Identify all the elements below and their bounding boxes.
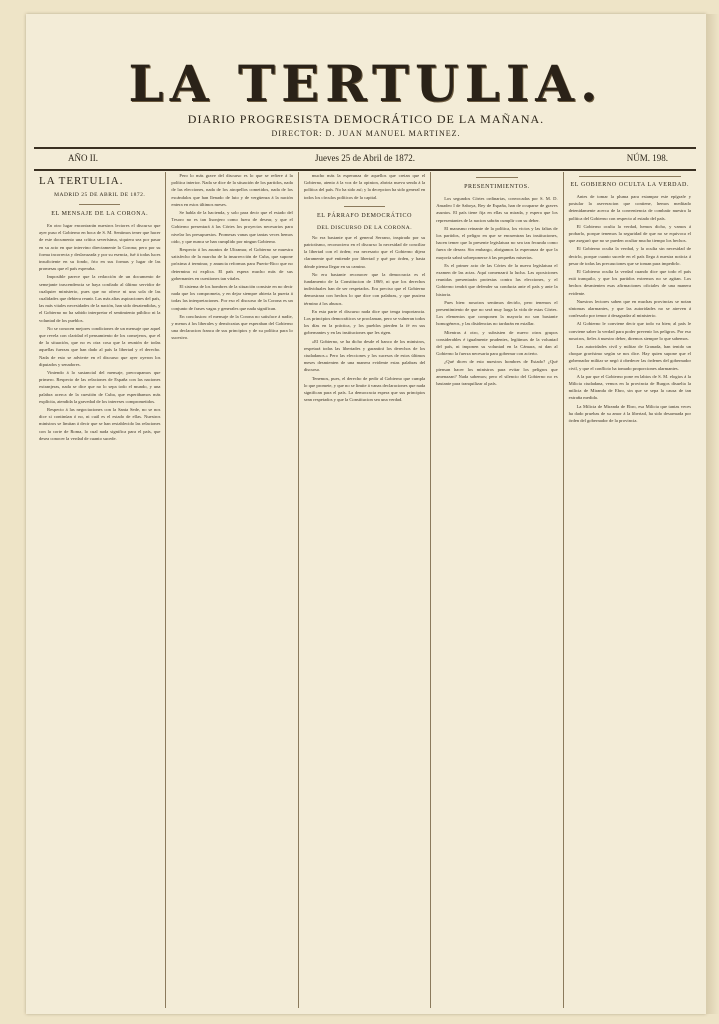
- paragraph: mucho más la esperanza de aquellos que creian que el Gobierno, atento á la voz de la opinion, abriria nueva senda á la política del país. No ha sido así; y la decepcion ha sido general en todos los círculos políticos de la capital.: [303, 173, 426, 200]
- paragraph: A la par que el Gobierno pone en labios de S. M. elogios á la Milicia ciudadana, vemos en la provincia de Burgos disuelta la milicia de Miranda de Ebro, sin que se sepa la causa de tan extraña medida.: [568, 373, 691, 401]
- divider: [79, 204, 120, 205]
- article-columns: [34, 172, 696, 1008]
- paragraph: Viniendo á lo sustancial del mensaje, preocupamos que primero. Respecto de las relaciones de España con las naciones extranjeras, nada se dice que no lo sepa todo el mundo, y una palabra acerca de la cuestión de Cuba, que esperábamos más explícita, atendida la gravedad de los intereses comprometidos.: [39, 370, 161, 404]
- paragraph: Mientras á otro, y subsisten de nuevo otros grupos considerables é igualmente prudentes, legítimos de la voluntad del país, ni imponen su voluntad en la Cámara, ni dan al Gobierno la fuerza necesaria para gobernar con acierto.: [436, 329, 558, 357]
- paragraph: No era bastante reconocer que la democracia es el fundamento de la Constitucion de 1869, ni que los derechos individuales han de ser respetados. Era preciso que el Gobierno demostrara con hechos lo que dice con palabras, y que pusiera término á los abusos.: [303, 271, 426, 306]
- newspaper-title: LA TERTULIA.: [128, 54, 604, 113]
- paragraph: «El Gobierno, se ha dicho desde el banco de los ministros, respetará todas las libertades y garantirá los derechos de los ciudadanos.» Pero las elecciones y los sucesos de estos últimos meses desmienten de una manera evidente estas palabras del discurso.: [303, 338, 426, 373]
- paragraph: Pues bien: nosotros sentimos decirlo, pero tenemos el presentimiento de que no será muy larga la vida de estas Córtes. Los elementos que componen la mayoría no son bastante homogéneos, y las disidencias no tardarán en estallar.: [436, 299, 558, 327]
- madrid-dateline: MADRID 25 DE ABRIL DE 1872.: [54, 192, 146, 198]
- dateline-bar: [34, 147, 696, 171]
- paragraph: Las autoridades civil y militar de Granada, han tenido un choque gravísimo según se nos dice. Hay quien supone que el gobernador militar se negó á obedecer las órdenes del gobernador civil, y que el conflicto ha tomado proporciones alarmantes.: [568, 344, 691, 371]
- issue-date: Jueves 25 de Abril de 1872.: [315, 153, 415, 163]
- paragraph: Los segundos Córtes ordinarias, convocadas por S. M. D. Amadeo I de Saboya, Rey de España, han de ocuparse de graves asuntos. El país tiene fija en ellas su mirada, y espera que los representantes de la nacion sabrán cumplir con su deber.: [436, 196, 558, 223]
- newspaper-page: [26, 14, 706, 1014]
- paragraph: El Gobierno oculta la verdad, hemos dicho, y vamos á probarlo, porque tenemos la seguridad de que no se equivoca el que aseguró que no se pueden ocultar mucho tiempo los hechos.: [568, 223, 691, 244]
- year-label: AÑO II.: [68, 153, 98, 163]
- paragraph: Tenemos, pues, el derecho de pedir al Gobierno que cumpla lo que promete, y que no se limite á vanas declaraciones que nada significan para el país. La democracia espera que sus principios sean respetados y que la Constitucion sea una verdad.: [303, 375, 426, 403]
- article-title-parrafo: EL PÁRRAFO DEMOCRÁTICO: [317, 212, 413, 219]
- column-3: [299, 172, 431, 1008]
- paragraph: No se conocen mejores condiciones de un mensaje que aquel que revela con claridad el pensamiento de los consejeros, que el de la situación, que no es otra cosa que la reunión de todas aquellas fuerzas que han dado al país la libertad y el derecho. Nada de esto se advierte en el discurso que ayer oyeron los diputados y senadores.: [39, 325, 161, 367]
- paragraph: Antes de tomar la pluma para estampar este epígrafe y postular la aseveracion que contiene, hemos meditado detenidamente acerca de la conveniencia de combatir nuestra la política del Gobierno con respecto al estado del país.: [568, 194, 691, 221]
- paragraph: El sistema de los hombres de la situación consiste en no decir nada que los comprometa, y en dejar siempre abierta la puerta á todas las interpretaciones. Por eso el discurso de la Corona es un conjunto de frases vagas y generales que nada significan.: [171, 284, 293, 311]
- paragraph: Respecto á los asuntos de Ultramar, el Gobierno se muestra satisfecho de la marcha de la insurrección de Cuba, que supone próxima á terminar, y anuncia reformas para Puerto-Rico que no determina ni explica. El país espera mucho más de sus gobernantes en cuestiones tan vitales.: [171, 247, 293, 281]
- paragraph: En esta parte el discurso nada dice que tenga importancia. Los principios democráticos se proclaman, pero se vulneran todos los días en la práctica, y los pueblos pierden la fé en sus gobernantes y en las instituciones que les rigen.: [303, 308, 426, 336]
- article-title-presentimientos: PRESENTIMIENTOS.: [464, 184, 530, 190]
- paragraph: Pero lo más grave del discurso es lo que se refiere á la política interior. Nada se dice de la situación de los partidos, nada de las elecciones, nada de los atropellos cometidos, nada de los escándalos que han llenado de luto y de vergüenza á la nación entera en estos últimos meses.: [171, 173, 293, 207]
- column-5: [564, 172, 696, 1008]
- column-1: [34, 172, 166, 1008]
- paragraph: No era bastante que el general Serrano, inspirado por su patriotismo, reconociera en el discurso la necesidad de conciliar la libertad con el órden; era necesario que el Gobierno dijera claramente qué entiende por libertad y qué por órden, y hasta dónde piensa llegar en su camino.: [303, 234, 426, 269]
- paragraph: En otro lugar encontrarán nuestros lectores el discurso que ayer puso el Gobierno en boca de S. M. Sentimos tener que hacer de este documento una crítica severísima, siquiera sea por pasar en su acto en que intervino directamente la Corona; pero por su forma incorrecta y deslavazada y por su esencia, fué á todas luces insuficiente en su fondo, frio en sus formas y lugar de las promesas que el país esperaba.: [39, 223, 161, 272]
- paragraph: La Milicia de Miranda de Ebro, esa Milicia que tantas veces ha dado pruebas de su amor á la libertad, ha sido desarmada por órden del gobernador de la provincia.: [568, 403, 691, 424]
- paragraph: El Gobierno oculta la verdad, y la oculta sin necesidad de decirlo, porque cuanto sucede en el país llega á nuestra noticia á pesar de todas las precauciones que se toman para impedirlo.: [568, 246, 691, 266]
- divider: [579, 176, 681, 177]
- director-line: DIRECTOR: D. JUAN MANUEL MARTINEZ.: [271, 129, 461, 138]
- article-title-gobierno: EL GOBIERNO OCULTA LA VERDAD.: [570, 182, 690, 188]
- paragraph: Imposible parece que la redacción de un documento de semejante trascendencia se haya confiado al último servidor de cualquier ministerio, pues que no ofrece ni una sola de las cualidades que debiera reunir. Las más altas aspiraciones del país, las más vitales necesidades de la nación, han sido desatendidas, y el Gobierno no ha sabido interpretar el sentimiento público ni la voluntad de los pueblos.: [39, 274, 161, 323]
- newspaper-subtitle: DIARIO PROGRESISTA DEMOCRÁTICO DE LA MAÑANA.: [187, 112, 545, 126]
- divider: [344, 206, 385, 207]
- article-subtitle-parrafo: DEL DISCURSO DE LA CORONA.: [316, 224, 413, 231]
- paragraph: ¿Qué dicen de esto nuestros hombres de Estado? ¿Qué piensan hacer los ministros para evitar los peligros que amenazan? Nada sabemos; pero el silencio del Gobierno no es bastante para tranquilizar al país.: [436, 359, 558, 387]
- column-4: [431, 172, 563, 1008]
- paragraph: Al Gobierno le conviene decir que todo va bien; al país le conviene saber la verdad para poder prevenir los peligros. Por eso nosotros, fieles á nuestro deber, diremos siempre lo que sabemos.: [568, 321, 691, 341]
- divider: [476, 177, 517, 178]
- paragraph: El marasmo reinante de la política, los vicios y las faltas de los partidos, el peligro en que se encuentran las instituciones, hacen temer que la presente legislatura no sea tan fecunda como fuera de desear. Sin embargo, abrigamos la esperanza de que la mayoría sabrá sobreponerse á las pequeñas miserias.: [436, 225, 558, 260]
- paragraph: Respecto á las negociaciones con la Santa Sede, no se nos dice si continúan ó no, ni cuál es el estado de ellas. Nuestros ministros se limitan á decir que se han restablecido las relaciones con la corte de Roma, lo cual nada significa para el país, que desea conocer la verdad de cuanto sucede.: [39, 407, 161, 441]
- paragraph: En conclusion: el mensaje de la Corona no satisface á nadie, y menos á los liberales y demócratas que esperaban del Gobierno una declaracion franca de sus principios y de su política para lo sucesivo.: [171, 313, 293, 341]
- page-edge-shadow: [706, 14, 719, 1014]
- masthead: [26, 14, 706, 138]
- paragraph: Es el primer acto de las Córtes de la nueva legislatura el examen de las actas. Aquí comenzará la lucha. Las oposiciones reunidas presentarán protestas contra las elecciones, y el Gobierno tendrá que defender su conducta ante el país y ante la historia.: [436, 262, 558, 297]
- article-title-mensaje: EL MENSAJE DE LA CORONA.: [51, 211, 149, 217]
- issue-number: NÚM. 198.: [626, 153, 668, 163]
- column-masthead: LA TERTULIA.: [39, 175, 124, 187]
- paragraph: Se habla de la hacienda, y solo para decir que el estado del Tesoro no es tan lisonjero como fuera de desear, y que el Gobierno presentará á las Córtes los proyectos necesarios para nivelar los presupuestos. Promesas vanas que tantas veces hemos oido, y que nunca se han cumplido por ningun Gobierno.: [171, 210, 293, 244]
- column-2: [166, 172, 298, 1008]
- paragraph: Nuestros lectores saben que en muchas provincias se notan síntomas alarmantes, y que las autoridades no se atreven á confesarlo por temor á desagradar al ministerio.: [568, 298, 691, 319]
- paragraph: El Gobierno oculta la verdad cuando dice que todo el país está tranquilo, y que los partidos extremos no se agitan. Los hechos desmienten esas afirmaciones oficiales de una manera evidente.: [568, 269, 691, 296]
